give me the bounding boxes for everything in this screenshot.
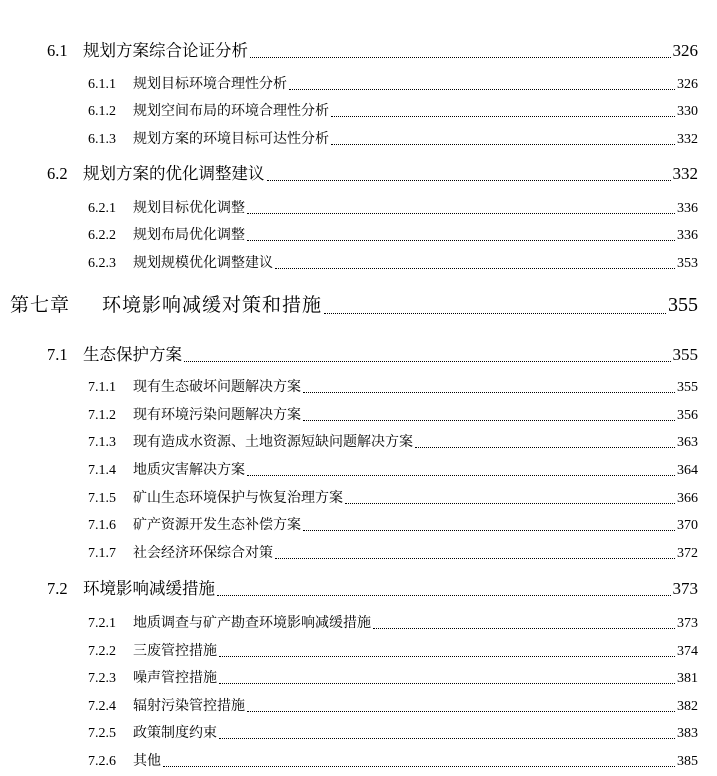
toc-entry-7-1-2[interactable] [88,404,698,424]
subsection-number: 7.2.2 [88,644,116,659]
subsection-title: 规划目标环境合理性分析 [133,76,287,92]
page-number: 355 [668,294,698,316]
dot-leader [331,144,675,145]
toc-entry-7-1-7[interactable] [88,542,698,562]
subsection-title: 矿产资源开发生态补偿方案 [133,517,301,533]
dot-leader [267,180,671,181]
section-title: 生态保护方案 [83,345,182,364]
toc-entry-7-2-4[interactable] [88,695,698,715]
toc-entry-7-2-3[interactable] [88,667,698,687]
toc-entry-7-1[interactable] [47,341,698,365]
subsection-number: 6.2.1 [88,201,116,216]
page-number: 332 [672,164,698,183]
subsection-number: 7.2.3 [88,671,116,686]
toc-entry-7-2[interactable] [47,575,698,599]
section-number: 7.2 [47,579,68,598]
toc-entry-6-2-2[interactable] [88,224,698,244]
page-number: 336 [677,201,698,216]
toc-entry-chapter-7[interactable] [10,289,698,317]
toc-entry-7-1-1[interactable] [88,376,698,396]
subsection-title: 矿山生态环境保护与恢复治理方案 [133,490,343,506]
toc-entry-6-1-3[interactable] [88,128,698,148]
dot-leader [247,711,675,712]
section-number: 6.1 [47,41,68,60]
toc-entry-6-1-1[interactable] [88,73,698,93]
dot-leader [219,738,675,739]
subsection-number: 7.2.4 [88,699,116,714]
chapter-title: 环境影响减缓对策和措施 [102,294,323,316]
subsection-number: 7.2.1 [88,616,116,631]
toc-entry-7-2-2[interactable] [88,640,698,660]
subsection-number: 6.2.2 [88,228,116,243]
page-number: 385 [677,754,698,769]
dot-leader [247,213,675,214]
page-number: 370 [677,518,698,533]
dot-leader [184,361,671,362]
section-number: 6.2 [47,164,68,183]
subsection-number: 7.1.3 [88,435,116,450]
subsection-number: 7.1.2 [88,408,116,423]
subsection-title: 规划空间布局的环境合理性分析 [133,103,329,119]
toc-entry-6-2-1[interactable] [88,197,698,217]
page-number: 364 [677,463,698,478]
subsection-number: 7.2.5 [88,726,116,741]
subsection-number: 6.1.1 [88,77,116,92]
page-number: 356 [677,408,698,423]
dot-leader [331,116,675,117]
page-number: 373 [677,616,698,631]
dot-leader [303,530,675,531]
toc-entry-6-2[interactable] [47,160,698,184]
dot-leader [163,766,675,767]
toc-entry-6-1[interactable] [47,37,698,61]
dot-leader [289,89,675,90]
chapter-number: 第七章 [10,294,71,316]
page-number: 381 [677,671,698,686]
section-title: 规划方案综合论证分析 [83,41,248,60]
page-number: 374 [677,644,698,659]
toc-entry-7-1-4[interactable] [88,459,698,479]
toc-entry-7-2-1[interactable] [88,612,698,632]
page-number: 336 [677,228,698,243]
page-number: 366 [677,491,698,506]
page-number: 326 [677,77,698,92]
subsection-number: 6.2.3 [88,256,116,271]
toc-entry-7-1-6[interactable] [88,514,698,534]
subsection-number: 6.1.2 [88,104,116,119]
subsection-title: 政策制度约束 [133,725,217,741]
page-number: 373 [672,579,698,598]
dot-leader [247,240,675,241]
subsection-number: 7.1.6 [88,518,116,533]
dot-leader [345,503,675,504]
toc-entry-7-1-5[interactable] [88,487,698,507]
subsection-title: 规划布局优化调整 [133,227,245,243]
dot-leader [303,420,675,421]
subsection-title: 噪声管控措施 [133,670,217,686]
page-number: 355 [677,380,698,395]
dot-leader [324,313,666,314]
dot-leader [373,628,675,629]
subsection-title: 现有造成水资源、土地资源短缺问题解决方案 [133,434,413,450]
page-number: 332 [677,132,698,147]
subsection-title: 现有环境污染问题解决方案 [133,407,301,423]
dot-leader [275,558,675,559]
page-number: 383 [677,726,698,741]
dot-leader [415,447,675,448]
section-title: 环境影响减缓措施 [83,579,215,598]
dot-leader [247,475,675,476]
dot-leader [219,683,675,684]
toc-entry-7-1-3[interactable] [88,431,698,451]
subsection-number: 7.1.7 [88,546,116,561]
page-number: 326 [672,41,698,60]
page-number: 372 [677,546,698,561]
subsection-number: 7.2.6 [88,754,116,769]
subsection-title: 现有生态破坏问题解决方案 [133,379,301,395]
subsection-title: 地质调查与矿产勘查环境影响减缓措施 [133,615,371,631]
toc-entry-6-1-2[interactable] [88,100,698,120]
dot-leader [303,392,675,393]
section-number: 7.1 [47,345,68,364]
dot-leader [250,57,671,58]
page-number: 355 [672,345,698,364]
subsection-number: 7.1.4 [88,463,116,478]
toc-entry-7-2-5[interactable] [88,722,698,742]
subsection-title: 规划目标优化调整 [133,200,245,216]
dot-leader [275,268,675,269]
page-number: 363 [677,435,698,450]
page-number: 330 [677,104,698,119]
toc-entry-7-2-6[interactable] [88,750,698,770]
subsection-title: 地质灾害解决方案 [133,462,245,478]
subsection-title: 规划方案的环境目标可达性分析 [133,131,329,147]
dot-leader [217,595,671,596]
subsection-title: 规划规模优化调整建议 [133,255,273,271]
subsection-title: 辐射污染管控措施 [133,698,245,714]
subsection-number: 7.1.5 [88,491,116,506]
section-title: 规划方案的优化调整建议 [83,164,265,183]
subsection-title: 社会经济环保综合对策 [133,545,273,561]
subsection-number: 7.1.1 [88,380,116,395]
subsection-title: 其他 [133,753,161,769]
page-number: 382 [677,699,698,714]
toc-entry-6-2-3[interactable] [88,252,698,272]
subsection-number: 6.1.3 [88,132,116,147]
dot-leader [219,656,675,657]
subsection-title: 三废管控措施 [133,643,217,659]
page-number: 353 [677,256,698,271]
